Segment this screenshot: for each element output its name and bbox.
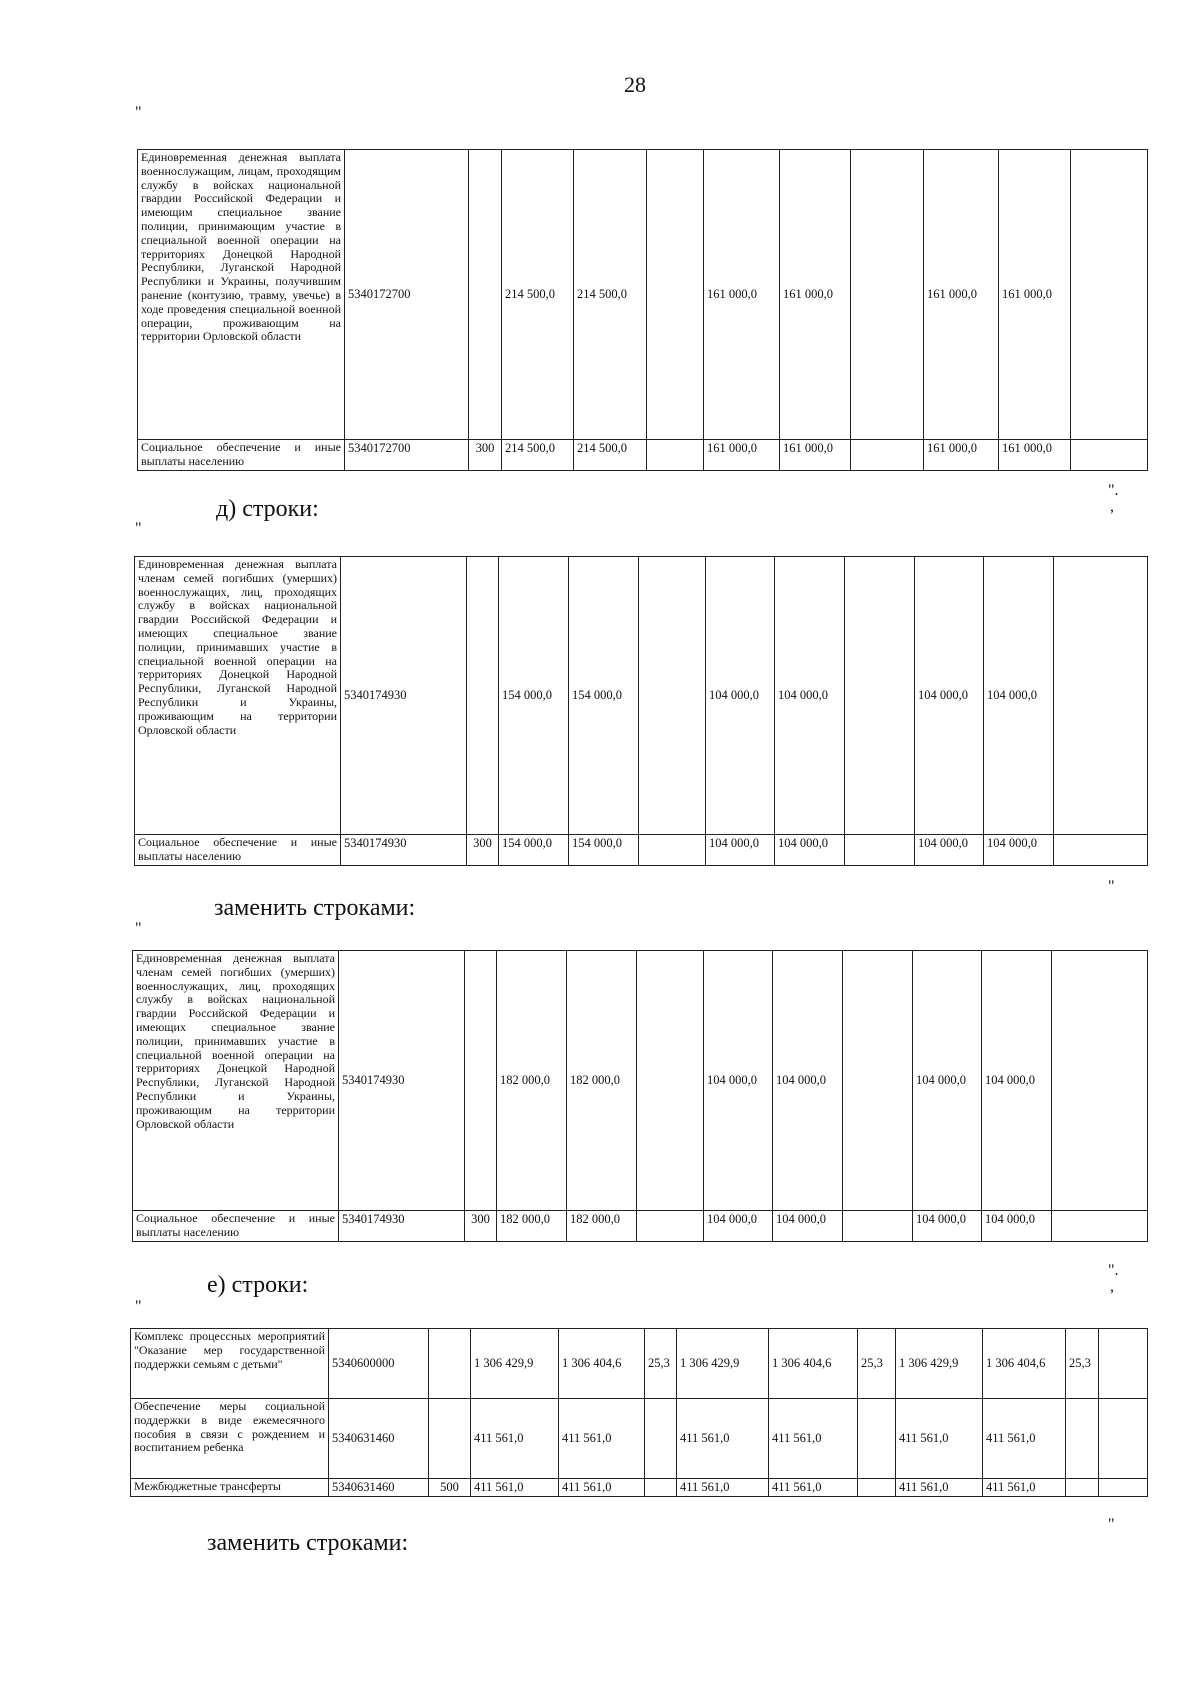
amount-cell: 104 000,0: [704, 1211, 773, 1242]
row-description: Социальное обеспечение и иные выплаты населению: [135, 835, 341, 866]
type-cell: [429, 1329, 471, 1399]
amount-cell: 411 561,0: [896, 1399, 983, 1479]
code-cell: 5340172700: [345, 150, 469, 440]
amount-cell: 1 306 429,9: [471, 1329, 559, 1399]
amount-cell: 411 561,0: [559, 1399, 645, 1479]
row-description: Обеспечение меры социальной поддержки в виде ежемесячного пособия в связи с рождением и воспитанием ребенка: [131, 1399, 329, 1479]
amount-cell: 1 306 404,6: [769, 1329, 858, 1399]
amount-cell: 161 000,0: [780, 440, 851, 471]
heading-e: е) строки:: [207, 1272, 309, 1298]
type-cell: 300: [465, 1211, 497, 1242]
amount-cell: [1071, 440, 1148, 471]
amount-cell: 1 306 429,9: [896, 1329, 983, 1399]
type-cell: [465, 951, 497, 1211]
amount-cell: [1052, 951, 1148, 1211]
amount-cell: 161 000,0: [780, 150, 851, 440]
amount-cell: 104 000,0: [913, 1211, 982, 1242]
opening-quote: ": [135, 1298, 142, 1315]
amount-cell: [639, 557, 706, 835]
amount-cell: [1071, 150, 1148, 440]
amount-cell: 411 561,0: [769, 1479, 858, 1497]
amount-cell: [639, 835, 706, 866]
type-cell: 500: [429, 1479, 471, 1497]
amount-cell: 411 561,0: [896, 1479, 983, 1497]
amount-cell: 214 500,0: [502, 440, 574, 471]
amount-cell: 154 000,0: [499, 835, 569, 866]
table-4: [130, 1328, 1148, 1497]
amount-cell: 161 000,0: [924, 150, 999, 440]
amount-cell: 214 500,0: [574, 440, 647, 471]
table-3: [132, 950, 1148, 1242]
table-row: [131, 1479, 1148, 1497]
type-cell: [467, 557, 499, 835]
amount-cell: 182 000,0: [567, 951, 637, 1211]
amount-cell: 411 561,0: [471, 1399, 559, 1479]
amount-cell: 182 000,0: [497, 1211, 567, 1242]
amount-cell: 104 000,0: [706, 557, 775, 835]
type-cell: [469, 150, 502, 440]
amount-cell: [843, 1211, 913, 1242]
amount-cell: [645, 1479, 677, 1497]
amount-cell: 154 000,0: [569, 557, 639, 835]
page-number: 28: [624, 72, 646, 97]
amount-cell: [645, 1399, 677, 1479]
amount-cell: 1 306 404,6: [983, 1329, 1066, 1399]
amount-cell: 104 000,0: [982, 951, 1052, 1211]
heading-replace-2: заменить строками:: [207, 1530, 409, 1556]
amount-cell: [851, 440, 924, 471]
table-row: [131, 1399, 1148, 1479]
amount-cell: 1 306 429,9: [677, 1329, 769, 1399]
comma-mark: ,: [1110, 1278, 1114, 1295]
type-cell: [429, 1399, 471, 1479]
amount-cell: 104 000,0: [982, 1211, 1052, 1242]
amount-cell: 25,3: [858, 1329, 896, 1399]
table-row: [131, 1329, 1148, 1399]
amount-cell: 154 000,0: [569, 835, 639, 866]
row-description: Единовременная денежная выплата военнослужащим, лицам, проходящим службу в войсках национальной гвардии Российской Федерации и имеющим специальное звание полиции, принимающим участие в специальной военной операции на территориях Донецкой Народной Республики, Луганской Народной Республики и Украины, получившим ранение (контузию, травму, увечье) в ходе проведения специальной военной операции, проживающим на территории Орловской области: [138, 150, 345, 440]
amount-cell: 154 000,0: [499, 557, 569, 835]
amount-cell: 25,3: [1066, 1329, 1099, 1399]
amount-cell: 104 000,0: [704, 951, 773, 1211]
amount-cell: 161 000,0: [704, 440, 780, 471]
amount-cell: 214 500,0: [502, 150, 574, 440]
amount-cell: [845, 835, 915, 866]
amount-cell: 411 561,0: [559, 1479, 645, 1497]
amount-cell: 104 000,0: [773, 951, 843, 1211]
heading-d: д) строки:: [216, 496, 319, 522]
table-row: [135, 557, 1148, 835]
amount-cell: 104 000,0: [984, 557, 1054, 835]
amount-cell: 182 000,0: [497, 951, 567, 1211]
amount-cell: [637, 951, 704, 1211]
amount-cell: 104 000,0: [915, 835, 984, 866]
amount-cell: [647, 440, 704, 471]
amount-cell: 161 000,0: [999, 440, 1071, 471]
amount-cell: [1054, 557, 1148, 835]
amount-cell: [647, 150, 704, 440]
opening-quote: ": [135, 520, 142, 537]
table-row: [133, 1211, 1148, 1242]
closing-quote: ".: [1108, 482, 1119, 499]
code-cell: 5340174930: [339, 951, 465, 1211]
amount-cell: 104 000,0: [775, 557, 845, 835]
amount-cell: [637, 1211, 704, 1242]
table-row: [138, 440, 1148, 471]
code-cell: 5340174930: [341, 835, 467, 866]
amount-cell: [858, 1399, 896, 1479]
code-cell: 5340174930: [341, 557, 467, 835]
row-description: Единовременная денежная выплата членам семей погибших (умерших) военнослужащих, лиц, проходящих службу в войсках национальной гвардии Российской Федерации и имеющих специальное звание полиции, принимавших участие в специальной военной операции на территориях Донецкой Народной Республики, Луганской Народной Республики и Украины, проживающим на территории Орловской области: [135, 557, 341, 835]
heading-replace-1: заменить строками:: [214, 895, 416, 921]
type-cell: 300: [467, 835, 499, 866]
table-row: [138, 150, 1148, 440]
amount-cell: 411 561,0: [983, 1479, 1066, 1497]
row-description: Межбюджетные трансферты: [131, 1479, 329, 1497]
amount-cell: [1052, 1211, 1148, 1242]
code-cell: 5340172700: [345, 440, 469, 471]
opening-quote: ": [135, 920, 142, 937]
amount-cell: [1054, 835, 1148, 866]
row-description: Единовременная денежная выплата членам семей погибших (умерших) военнослужащих, лиц, проходящих службу в войсках национальной гвардии Российской Федерации и имеющих специальное звание полиции, принимавших участие в специальной военной операции на территориях Донецкой Народной Республики, Луганской Народной Республики и Украины, проживающим на территории Орловской области: [133, 951, 339, 1211]
table-row: [133, 951, 1148, 1211]
row-description: Социальное обеспечение и иные выплаты населению: [133, 1211, 339, 1242]
amount-cell: 25,3: [645, 1329, 677, 1399]
amount-cell: 161 000,0: [924, 440, 999, 471]
amount-cell: 411 561,0: [677, 1479, 769, 1497]
empty-cell: [1099, 1329, 1148, 1399]
amount-cell: 1 306 404,6: [559, 1329, 645, 1399]
code-cell: 5340631460: [329, 1479, 429, 1497]
empty-cell: [1099, 1479, 1148, 1497]
amount-cell: [843, 951, 913, 1211]
amount-cell: 104 000,0: [773, 1211, 843, 1242]
amount-cell: [858, 1479, 896, 1497]
amount-cell: 161 000,0: [999, 150, 1071, 440]
amount-cell: 411 561,0: [471, 1479, 559, 1497]
amount-cell: 104 000,0: [913, 951, 982, 1211]
empty-cell: [1099, 1399, 1148, 1479]
amount-cell: [1066, 1479, 1099, 1497]
amount-cell: [851, 150, 924, 440]
amount-cell: 411 561,0: [983, 1399, 1066, 1479]
row-description: Социальное обеспечение и иные выплаты населению: [138, 440, 345, 471]
type-cell: 300: [469, 440, 502, 471]
amount-cell: 411 561,0: [677, 1399, 769, 1479]
row-description: Комплекс процессных мероприятий "Оказание мер государственной поддержки семьям с детьми": [131, 1329, 329, 1399]
amount-cell: 411 561,0: [769, 1399, 858, 1479]
closing-quote: ": [1108, 1516, 1115, 1533]
table-row: [135, 835, 1148, 866]
closing-quote: ".: [1108, 1262, 1119, 1279]
amount-cell: [845, 557, 915, 835]
comma-mark: ,: [1110, 498, 1114, 515]
code-cell: 5340631460: [329, 1399, 429, 1479]
code-cell: 5340600000: [329, 1329, 429, 1399]
amount-cell: 182 000,0: [567, 1211, 637, 1242]
amount-cell: [1066, 1399, 1099, 1479]
amount-cell: 104 000,0: [915, 557, 984, 835]
table-1: [137, 149, 1148, 471]
amount-cell: 104 000,0: [706, 835, 775, 866]
amount-cell: 214 500,0: [574, 150, 647, 440]
amount-cell: 161 000,0: [704, 150, 780, 440]
amount-cell: 104 000,0: [775, 835, 845, 866]
closing-quote: ": [1108, 878, 1115, 895]
opening-quote: ": [135, 104, 142, 121]
table-2: [134, 556, 1148, 866]
amount-cell: 104 000,0: [984, 835, 1054, 866]
code-cell: 5340174930: [339, 1211, 465, 1242]
